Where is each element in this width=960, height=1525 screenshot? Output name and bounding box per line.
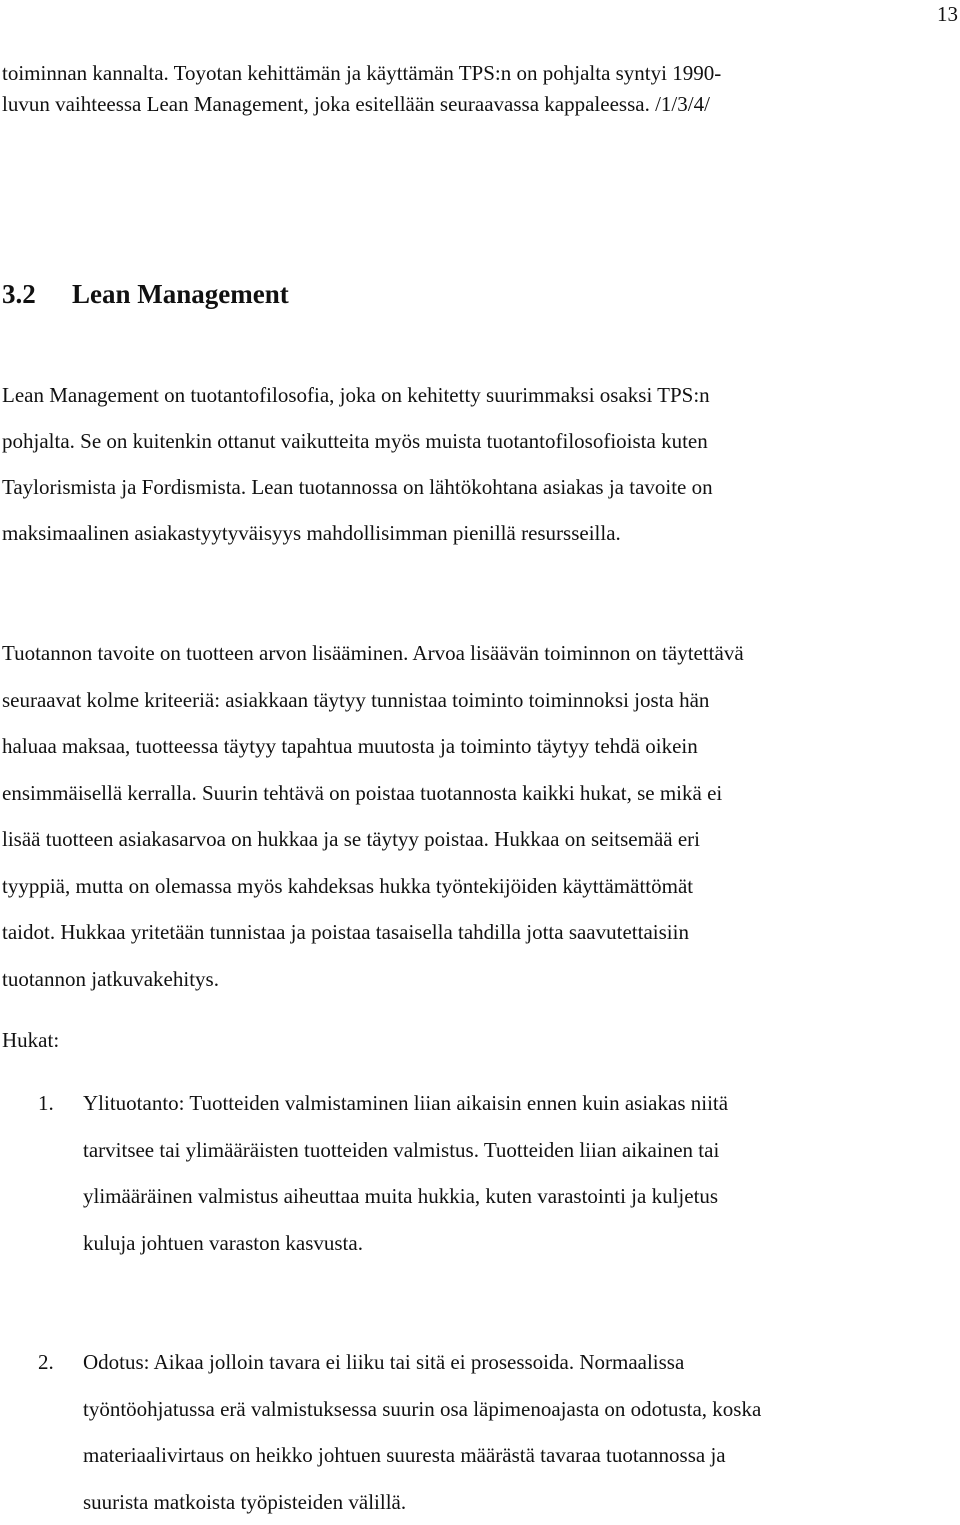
paragraph-line: tyyppiä, mutta on olemassa myös kahdeksas hukka työntekijöiden käyttämättömät (2, 863, 744, 910)
paragraph-line: ensimmäisellä kerralla. Suurin tehtävä on poistaa tuotannosta kaikki hukat, se mikä ei (2, 770, 744, 817)
intro-paragraph (2, 58, 721, 120)
paragraph-line: lisää tuotteen asiakasarvoa on hukkaa ja se täytyy poistaa. Hukkaa on seitsemää eri (2, 816, 744, 863)
list-line: suurista matkoista työpisteiden välillä. (83, 1479, 761, 1525)
list-line: ylimääräinen valmistus aiheuttaa muita hukkia, kuten varastointi ja kuljetus (83, 1173, 728, 1220)
hukat-label: Hukat: (2, 1025, 59, 1055)
list-line: työntöohjatussa erä valmistuksessa suurin osa läpimenoajasta on odotusta, koska (83, 1386, 761, 1433)
paragraph-line: seuraavat kolme kriteeriä: asiakkaan täytyy tunnistaa toiminto toiminnoksi josta hän (2, 677, 744, 724)
list-marker: 1. (38, 1080, 54, 1127)
list-line: tarvitsee tai ylimääräisten tuotteiden valmistus. Tuotteiden liian aikainen tai (83, 1127, 728, 1174)
paragraph-line: luvun vaihteessa Lean Management, joka esitellään seuraavassa kappaleessa. /1/3/4/ (2, 89, 721, 120)
paragraph-lean-intro (2, 372, 713, 556)
list-item-body (83, 1339, 761, 1525)
list-line: materiaalivirtaus on heikko johtuen suuresta määrästä tavaraa tuotannossa ja (83, 1432, 761, 1479)
paragraph-line: maksimaalinen asiakastyytyväisyys mahdollisimman pienillä resursseilla. (2, 510, 713, 556)
page-number: 13 (937, 0, 958, 28)
list-line: Odotus: Aikaa jolloin tavara ei liiku tai sitä ei prosessoida. Normaalissa (83, 1339, 761, 1386)
paragraph-line: Lean Management on tuotantofilosofia, joka on kehitetty suurimmaksi osaksi TPS:n (2, 372, 713, 418)
paragraph-line: haluaa maksaa, tuotteessa täytyy tapahtua muutosta ja toiminto täytyy tehdä oikein (2, 723, 744, 770)
paragraph-line: pohjalta. Se on kuitenkin ottanut vaikutteita myös muista tuotantofilosofioista kuten (2, 418, 713, 464)
paragraph-line: taidot. Hukkaa yritetään tunnistaa ja poistaa tasaisella tahdilla jotta saavutettaisiin (2, 909, 744, 956)
paragraph-value-adding (2, 630, 744, 1002)
section-title: Lean Management (72, 279, 289, 309)
list-marker: 2. (38, 1339, 54, 1386)
paragraph-line: Taylorismista ja Fordismista. Lean tuotannossa on lähtökohtana asiakas ja tavoite on (2, 464, 713, 510)
paragraph-line: toiminnan kannalta. Toyotan kehittämän ja käyttämän TPS:n on pohjalta syntyi 1990- (2, 58, 721, 89)
section-heading (2, 276, 289, 312)
list-line: kuluja johtuen varaston kasvusta. (83, 1220, 728, 1267)
paragraph-line: Tuotannon tavoite on tuotteen arvon lisääminen. Arvoa lisäävän toiminnon on täytettävä (2, 630, 744, 677)
section-number: 3.2 (2, 276, 72, 312)
list-line: Ylituotanto: Tuotteiden valmistaminen liian aikaisin ennen kuin asiakas niitä (83, 1080, 728, 1127)
paragraph-line: tuotannon jatkuvakehitys. (2, 956, 744, 1003)
list-item-body (83, 1080, 728, 1266)
